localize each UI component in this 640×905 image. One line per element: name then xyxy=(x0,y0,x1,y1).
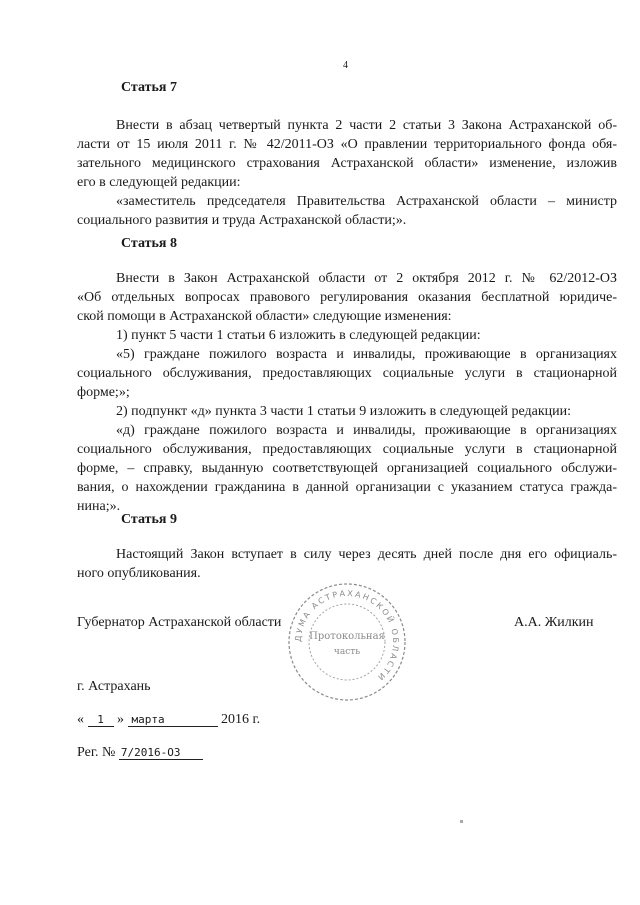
article-7-heading: Статья 7 xyxy=(121,80,177,95)
registration-line xyxy=(77,745,203,761)
registration-number: 7/2016-ОЗ xyxy=(119,746,203,760)
date-month: марта xyxy=(128,713,218,727)
date-open-quote: « xyxy=(77,712,84,727)
article-8-heading: Статья 8 xyxy=(121,236,177,251)
stamp-center-line-2: часть xyxy=(333,647,361,657)
governor-name: А.А. Жилкин xyxy=(514,615,594,630)
city: г. Астрахань xyxy=(77,679,151,694)
article-9-heading: Статья 9 xyxy=(121,512,177,527)
date-day: 1 xyxy=(88,713,114,727)
official-stamp xyxy=(286,581,408,703)
scan-speck xyxy=(460,820,463,823)
stamp-ring-text: ДУМА АСТРАХАНСКОЙ ОБЛАСТИ xyxy=(293,588,401,683)
date-line xyxy=(77,712,260,728)
date-close-quote: » xyxy=(117,712,124,727)
registration-label: Рег. № xyxy=(77,745,116,760)
governor-title: Губернатор Астраханской области xyxy=(77,615,282,630)
page-number: 4 xyxy=(343,60,348,71)
date-year: 2016 г. xyxy=(221,712,261,727)
stamp-center-line-1: Протокольная xyxy=(309,631,385,642)
